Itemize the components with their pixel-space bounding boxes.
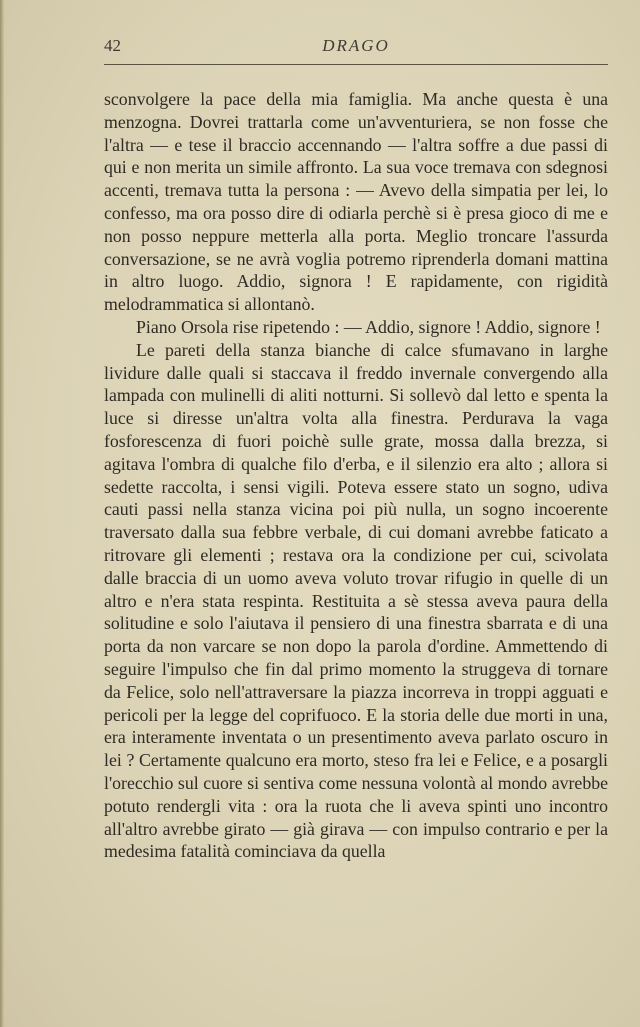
running-title: DRAGO — [322, 36, 390, 55]
header-rule — [104, 64, 608, 65]
body-text — [104, 88, 608, 863]
paragraph: Piano Orsola rise ripetendo : — Addio, signore ! Addio, signore ! — [136, 316, 601, 337]
paragraph: Le pareti della stanza bianche di calce sfumavano in larghe lividure dalle quali si staccava il freddo invernale convergendo alla lampada con mulinelli di aliti notturni. Si sollevò dal letto e spenta la luce si diresse un'altra volta alla finestra. Perdurava la vaga fosforescenza di fuori poichè sulle grate, mossa dalla brezza, si agitava l'ombra di qualche filo d'erba, e il silenzio era alto ; allora si sedette raccolta, i sensi vigili. Poteva essere stato un sogno, udiva cauti passi nella stanza vicina poi più nulla, un sogno incoerente traversato dalla sua febbre verbale, di cui domani avrebbe faticato a ritrovare gli elementi ; restava ora la condizione per cui, scivolata dalle braccia di un uomo aveva voluto trovar rifugio in quelle di un altro e n'era stata respinta. Restituita a sè stessa aveva paura della solitudine e solo l'aiutava il pensiero di una finestra sbarrata e di una porta da non varcare se non dopo la parola d'ordine. Ammettendo di seguire l'impulso che fin dal primo momento la struggeva di tornare da Felice, solo nell'attraversare la piazza incorreva in troppi agguati e pericoli per la legge del coprifuoco. E la storia delle due morti in una, era interamente inventata o un presentimento aveva parlato oscuro in lei ? Certamente qualcuno era morto, steso fra lei e Felice, e a posargli l'orecchio sul cuore si sentiva come nessuna volontà al mondo avrebbe potuto rendergli vita : ora la ruota che li aveva spinti uno incontro all'altro avrebbe girato — già girava — con impulso contrario e per la medesima fatalità cominciava da quella — [104, 339, 608, 862]
paragraph: sconvolgere la pace della mia famiglia. Ma anche questa è una menzogna. Dovrei trattarla come un'avventuriera, se non fosse che l'altra — e tese il braccio accennando — l'altra soffre a due passi di qui e non merita un simile affronto. La sua voce tremava con sdegnosi accenti, tremava tutta la persona : — Avevo della simpatia per lei, lo confesso, ma ora posso dire di odiarla perchè si è presa gioco di me e non posso neppure metterla alla porta. Meglio troncare l'assurda conversazione, se ne avrà voglia potremo riprenderla domani mattina in altro luogo. Addio, signora ! E rapidamente, con rigidità melodrammatica si allontanò. — [104, 89, 608, 315]
page-edge — [0, 0, 4, 1027]
page-number: 42 — [104, 36, 121, 55]
page-header — [104, 34, 608, 62]
